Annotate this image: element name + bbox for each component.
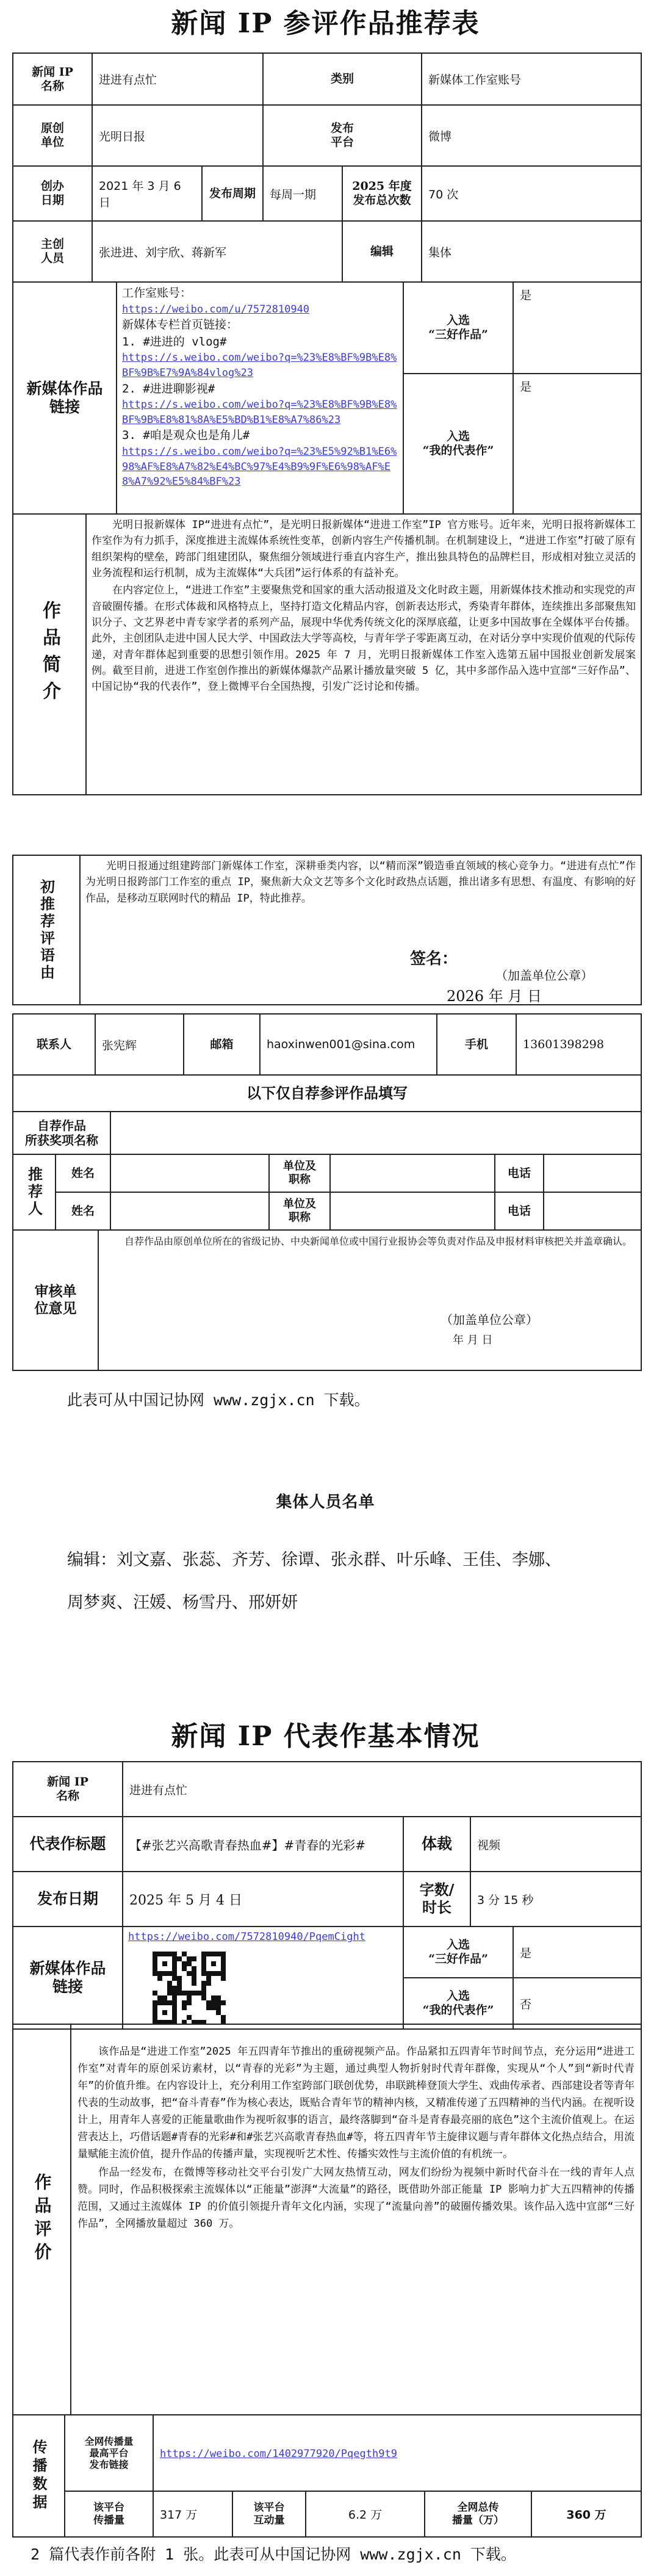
f2-review-label-cell [13, 2024, 71, 2415]
genre-label: 体裁 [403, 1817, 470, 1872]
links-line: 2. #进进聊影视# [122, 382, 215, 396]
links-label: 新媒体作品 链接 [13, 282, 117, 514]
ip-name-value: 进进有点忙 [92, 53, 263, 105]
self-works-value [110, 1112, 641, 1154]
f2-review-para: 作品一经发布，在微博等移动社交平台引发广大网友热情互动，网友们纷纷为视频中新时代奋斗在一线的青年人点赞。同时，作品积极探索主流媒体以“正能量”澎湃“大流量”的路径，既借助外部正能量 IP 影响力扩大五四精神的传播范围，又通过主流媒体 IP 的价值引领提升青年文化内涵，实现了“流量向善”的破圈传播效果。该作品入选中宣部“三好作品”，全网播放量超过 360 万。 [77, 2166, 635, 2230]
editor-value: 集体 [422, 221, 641, 282]
links-line: 工作室账号： [122, 286, 192, 300]
f2-selected-rep-value: 否 [513, 1978, 641, 2029]
spread-label: 传播数据 [30, 2439, 48, 2513]
work-link[interactable]: https://weibo.com/7572810940/PqemCight [128, 1931, 365, 1943]
intro-para: 光明日报新媒体 IP“进进有点忙”，是光明日报新媒体“进进工作室”IP 官方账号。近年来，光明日报将新媒体工作室作为有力抓手，深度推进主流媒体系统性变革，创新内容生产传播机制。在机制建设上，“进进工作室”打破了原有组织架构的壁垒，跨部门组建团队，聚焦细分领域进行垂直内容生产，推出独具特色的品牌栏目，形成相对独立灵活的业务流程和运行机制，成为主流媒体“大兵团”运行体系的有益补充。 [92, 519, 636, 580]
intro-label-cell [13, 514, 86, 795]
contact-label: 联系人 [13, 1014, 95, 1075]
review-stamp: （加盖单位公章） [495, 968, 593, 983]
total-views-value: 360 万 [531, 2491, 641, 2537]
total-value: 70 次 [422, 166, 641, 221]
form2-table-top [12, 1761, 642, 1927]
audit-date: 年 月 日 [453, 1334, 493, 1347]
form1-table-audit [12, 1229, 642, 1371]
form1-table-intro [12, 513, 642, 795]
form2-title: 新闻 IP 代表作基本情况 [171, 1721, 480, 1752]
links-list [117, 282, 403, 514]
pub-date-value: 2025 年 5 月 4 日 [123, 1872, 403, 1927]
f2-review-body [71, 2024, 641, 2415]
intro-label: 作品简介 [39, 601, 60, 708]
f2-links-body [123, 1927, 403, 2029]
audit-stamp: （加盖单位公章） [441, 1312, 538, 1327]
selected-three-label: 入选 “三好作品” [403, 282, 513, 374]
length-value: 3 分 15 秒 [470, 1872, 641, 1927]
form1-footer-note: 此表可从中国记协网 www.zgjx.cn 下载。 [67, 1391, 370, 1409]
review-body [80, 855, 641, 1005]
review-date: 2026 年 月 日 [447, 988, 542, 1005]
tel-label-2: 电话 [495, 1192, 544, 1230]
phone-label: 手机 [437, 1014, 516, 1075]
total-label: 2025 年度 发布总次数 [342, 166, 422, 221]
review-label: 初推荐评语由 [37, 878, 56, 982]
name-label: 姓名 [56, 1154, 110, 1192]
recommender-label: 推荐人 [25, 1167, 43, 1218]
form2-table-links [12, 1926, 642, 2030]
f2-links-label: 新媒体作品 链接 [13, 1927, 123, 2029]
top-link-cell [153, 2415, 641, 2491]
review-para: 光明日报通过组建跨部门新媒体工作室，深耕垂类内容，以“精而深”锻造垂直领域的核心竞争力。“进进有点忙”作为光明日报跨部门工作室的重点 IP，聚焦新大众文艺等多个文化时政热点话题，推出诸多有思想、有温度、有影响的好作品，是移动互联网时代的精品 IP，特此推荐。 [85, 860, 636, 905]
form1-table-contact [12, 1013, 642, 1076]
genre-value: 视频 [470, 1817, 641, 1872]
rep-title-value: 【#张艺兴高歌青春热血#】#青春的光彩# [123, 1817, 403, 1872]
spread-label-cell [13, 2415, 65, 2537]
ip-name-label: 新闻 IP 名称 [13, 53, 92, 105]
column-link-3[interactable]: https://s.weibo.com/weibo?q=%23%E5%92%B1%E6%98%AF%E8%A7%82%E4%BC%97%E4%B9%9F%E6%98%AF%E8%A7%92%E5%84%BF%23 [122, 445, 397, 488]
top-link-label: 全网传播量 最高平台 发布链接 [65, 2415, 153, 2491]
email-value: haoxinwen001@sina.com [260, 1014, 437, 1075]
f2-selected-rep-label: 入选 “我的代表作” [403, 1978, 513, 2029]
email-label: 邮箱 [184, 1014, 260, 1075]
links-line: 1. #进进的 vlog# [122, 335, 227, 349]
create-date-label: 创办 日期 [13, 166, 92, 221]
form2-table-spread [12, 2414, 642, 2538]
org-value: 光明日报 [92, 105, 263, 166]
tel-label: 电话 [495, 1154, 544, 1192]
recommender-label-cell [13, 1154, 56, 1230]
editor-label: 编辑 [342, 221, 422, 282]
rep-title-label: 代表作标题 [13, 1817, 123, 1872]
position-value [330, 1154, 495, 1192]
length-label: 字数/ 时长 [403, 1872, 470, 1927]
top-link[interactable]: https://weibo.com/1402977920/Pqegth9t9 [160, 2447, 397, 2460]
self-section-title: 以下仅自荐参评作品填写 [13, 1075, 641, 1112]
position-label-2: 单位及 职称 [269, 1192, 330, 1230]
cycle-label: 发布周期 [202, 166, 263, 221]
audit-body [98, 1230, 641, 1370]
collective-line-2: 周梦爽、汪媛、杨雪丹、邢妍妍 [67, 1593, 298, 1612]
selected-rep-label: 入选 “我的代表作” [403, 374, 513, 514]
f2-name-label: 新闻 IP 名称 [13, 1762, 123, 1817]
creators-label: 主创 人员 [13, 221, 92, 282]
plat-inter-label: 该平台 互动量 [232, 2491, 306, 2537]
form1-table-self [12, 1074, 642, 1231]
self-works-label: 自荐作品 所获奖项名称 [13, 1112, 110, 1154]
review-label-cell [13, 855, 80, 1005]
creators-value: 张进进、刘宇欣、蒋新军 [92, 221, 342, 282]
audit-text: 自荐作品由原创单位所在的省级记协、中央新闻单位或中国行业报协会等负责对作品及申报材料审核把关并盖章确认。 [124, 1236, 633, 1247]
f2-selected-three-value: 是 [513, 1927, 641, 1978]
intro-para: 在内容定位上，“进进工作室”主要聚焦党和国家的重大活动报道及文化时政主题，用新媒体技术推动和实现党的声音破圈传播。在形式体裁和风格特点上，坚持打造文化精品内容，创新表达形式，秀染青年群体，连续推出多部聚焦知识分子、文艺界老中青专家学者的系列产品，展现中华优秀传统文化的深厚底蕴，让更多中国故事在全媒体平台传播。此外，主创团队走进中国人民大学、中国政法大学等高校，与青年学子零距离互动，在对话分享中实现价值观的代际传递，对青年群体起到重要的思想引领作用。2025 年 7 月，光明日报新媒体工作室入选第五届中国报业创新发展案例。截至目前，进进工作室创作推出的新媒体爆款产品累计播放量突破 5 亿，其中多部作品入选中宣部“三好作品”、中国记协“我的代表作”，登上微博平台全国热搜，引发广泛讨论和传播。 [92, 584, 636, 693]
links-line: 3. #咱是观众也是角儿# [122, 429, 250, 443]
column-link-1[interactable]: https://s.weibo.com/weibo?q=%23%E8%BF%9B%E8%BF%9B%E7%9A%84vlog%23 [122, 352, 397, 379]
form1-title: 新闻 IP 参评作品推荐表 [171, 8, 480, 39]
selected-rep-value: 是 [513, 374, 641, 514]
form2-table-review [12, 2024, 642, 2415]
collective-title: 集体人员名单 [276, 1493, 375, 1511]
phone-value: 13601398298 [516, 1014, 641, 1075]
position-value-2 [330, 1192, 495, 1230]
contact-value: 张宪辉 [95, 1014, 184, 1075]
form1-table-links [12, 281, 642, 515]
total-views-label: 全网总传 播量（万） [425, 2491, 531, 2537]
f2-name-value: 进进有点忙 [123, 1762, 641, 1817]
tel-value-2 [544, 1192, 641, 1230]
form1-table-top [12, 52, 642, 283]
links-line: 新媒体专栏首页链接： [122, 318, 239, 332]
audit-label: 审核单位意见 [13, 1230, 98, 1370]
form1-table-review [12, 855, 642, 1005]
form2-footer-note: 2 篇代表作前各附 1 张。此表可从中国记协网 www.zgjx.cn 下载。 [31, 2545, 516, 2563]
create-date-value: 2021 年 3 月 6 日 [92, 166, 202, 221]
f2-selected-three-label: 入选 “三好作品” [403, 1927, 513, 1978]
tel-value [544, 1154, 641, 1192]
name-value-2 [110, 1192, 269, 1230]
platform-value: 微博 [422, 105, 641, 166]
column-link-2[interactable]: https://s.weibo.com/weibo?q=%23%E8%BF%9B%E8%BF%9B%E8%81%8A%E5%BD%B1%E8%A7%86%23 [122, 399, 397, 426]
plat-views-value: 317 万 [153, 2491, 232, 2537]
f2-review-para: 该作品是“进进工作室”2025 年五四青年节推出的重磅视频产品。作品紧扣五四青年节时间节点，充分运用“进进工作室”对青年的原创采访素材，以“青春的光彩”为主题，通过典型人物折射时代青年群像，实现从“个人”到“新时代青年”的价值升维。在内容设计上，充分利用工作室跨部门联创优势，串联跳棒登顶大学生、戏曲传承者、西部建设者等青年代表的生动故事，把“奋斗青春”作为核心表达，既贴合青年节的精神内核，又精准传递了五四精神的当代内涵。在视听设计上，用青年人喜爱的正能量歌曲作为视听叙事的语言，最终落脚到“奋斗是青春最亮丽的底色”这个主流价值观上。在运营表达上，巧借话题#青春的光彩#和#张艺兴高歌青春热血#等，将五四青年节主旋律议题与青年群体文化热点结合，用流量赋能主流价值，提升作品的传播声量，实现视听艺术性、传播实效性与主流价值的有机统一。 [77, 2046, 635, 2161]
f2-review-label: 作品评价 [32, 2173, 52, 2266]
org-label: 原创 单位 [13, 105, 92, 166]
selected-three-value: 是 [513, 282, 641, 374]
name-value [110, 1154, 269, 1192]
plat-inter-value: 6.2 万 [306, 2491, 425, 2537]
position-label: 单位及 职称 [269, 1154, 330, 1192]
category-value: 新媒体工作室账号 [422, 53, 641, 105]
intro-body [86, 514, 641, 795]
pub-date-label: 发布日期 [13, 1872, 123, 1927]
sign-label: 签名： [410, 950, 458, 968]
plat-views-label: 该平台 传播量 [65, 2491, 153, 2537]
qr-code-icon [153, 1952, 226, 2025]
category-label: 类别 [263, 53, 422, 105]
collective-line-1: 编辑：刘文嘉、张蕊、齐芳、徐谭、张永群、叶乐峰、王佳、李娜、 [67, 1550, 561, 1569]
platform-label: 发布 平台 [263, 105, 422, 166]
cycle-value: 每周一期 [263, 166, 342, 221]
account-link[interactable]: https://weibo.com/u/7572810940 [122, 303, 310, 316]
name-label-2: 姓名 [56, 1192, 110, 1230]
